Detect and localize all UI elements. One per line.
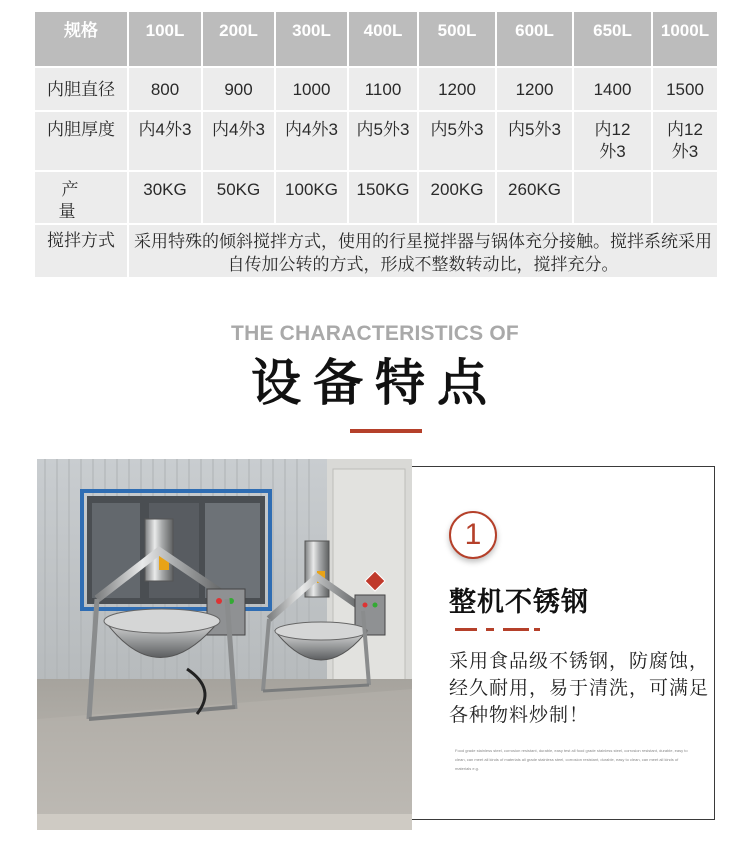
- header-cell: 500L: [418, 11, 496, 67]
- stirring-description: 采用特殊的倾斜搅拌方式，使用的行星搅拌器与锅体充分接触。搅拌系统采用自传加公转的方式，形成不整数转动比，搅拌充分。: [128, 224, 718, 278]
- table-cell: 内4外3: [128, 111, 202, 171]
- product-photo: [37, 459, 412, 830]
- row-label: 内胆直径: [34, 67, 128, 111]
- feature-divider: [486, 628, 494, 631]
- table-cell: 900: [202, 67, 275, 111]
- table-cell: 1200: [496, 67, 573, 111]
- spec-table: [33, 10, 719, 279]
- table-cell: 100KG: [275, 171, 348, 224]
- feature-divider: [503, 628, 529, 631]
- header-cell: 400L: [348, 11, 418, 67]
- table-cell: 内5外3: [496, 111, 573, 171]
- table-cell: 150KG: [348, 171, 418, 224]
- table-cell: 内12外3: [573, 111, 652, 171]
- feature-divider: [455, 628, 477, 631]
- row-label-text: 产量: [58, 180, 107, 221]
- table-cell: [573, 171, 652, 224]
- table-cell: 1100: [348, 67, 418, 111]
- kettle-photo-illustration: [37, 459, 412, 830]
- row-label: 内胆厚度: [34, 111, 128, 171]
- header-cell: 600L: [496, 11, 573, 67]
- feature-number-badge: [449, 511, 497, 559]
- table-cell: 200KG: [418, 171, 496, 224]
- table-cell: 1500: [652, 67, 718, 111]
- section-title: 设备特点: [251, 354, 499, 412]
- table-row-diameter: [34, 67, 718, 111]
- table-cell: 内4外3: [202, 111, 275, 171]
- feature-description: 采用食品级不锈钢，防腐蚀，经久耐用，易于清洗，可满足各种物料炒制！: [449, 650, 710, 726]
- spec-header-row: [34, 11, 718, 67]
- row-label: [34, 171, 128, 224]
- table-cell: 50KG: [202, 171, 275, 224]
- header-cell: 650L: [573, 11, 652, 67]
- table-cell: 内4外3: [275, 111, 348, 171]
- table-cell: 1400: [573, 67, 652, 111]
- header-cell: 300L: [275, 11, 348, 67]
- table-cell: 内5外3: [348, 111, 418, 171]
- title-underline: [350, 429, 422, 433]
- row-label: 搅拌方式: [34, 224, 128, 278]
- table-cell: 260KG: [496, 171, 573, 224]
- feature-number: 1: [464, 518, 482, 551]
- table-cell: [652, 171, 718, 224]
- table-cell: 内5外3: [418, 111, 496, 171]
- table-row-stirring: [34, 224, 718, 278]
- feature-title: 整机不锈钢: [449, 587, 589, 618]
- table-cell: 1000: [275, 67, 348, 111]
- header-cell: 1000L: [652, 11, 718, 67]
- feature-fine-print: Food grade stainless steel, corrosion resistant, durable, easy test all food grade stainless steel, corrosion resistant, durable, easy to clean, can meet all kinds of materials all grade stainless steel, corrosion resistant, durable, easy to clean, can meet all kinds of materials e.g.: [455, 748, 688, 771]
- header-cell: 规格: [34, 11, 128, 67]
- table-row-output: [34, 171, 718, 224]
- table-cell: 800: [128, 67, 202, 111]
- table-row-thickness: [34, 111, 718, 171]
- header-cell: 200L: [202, 11, 275, 67]
- section-subtitle-en: THE CHARACTERISTICS OF: [231, 322, 519, 345]
- table-cell: 1200: [418, 67, 496, 111]
- feature-divider: [534, 628, 540, 631]
- table-cell: 内12外3: [652, 111, 718, 171]
- table-cell: 30KG: [128, 171, 202, 224]
- header-cell: 100L: [128, 11, 202, 67]
